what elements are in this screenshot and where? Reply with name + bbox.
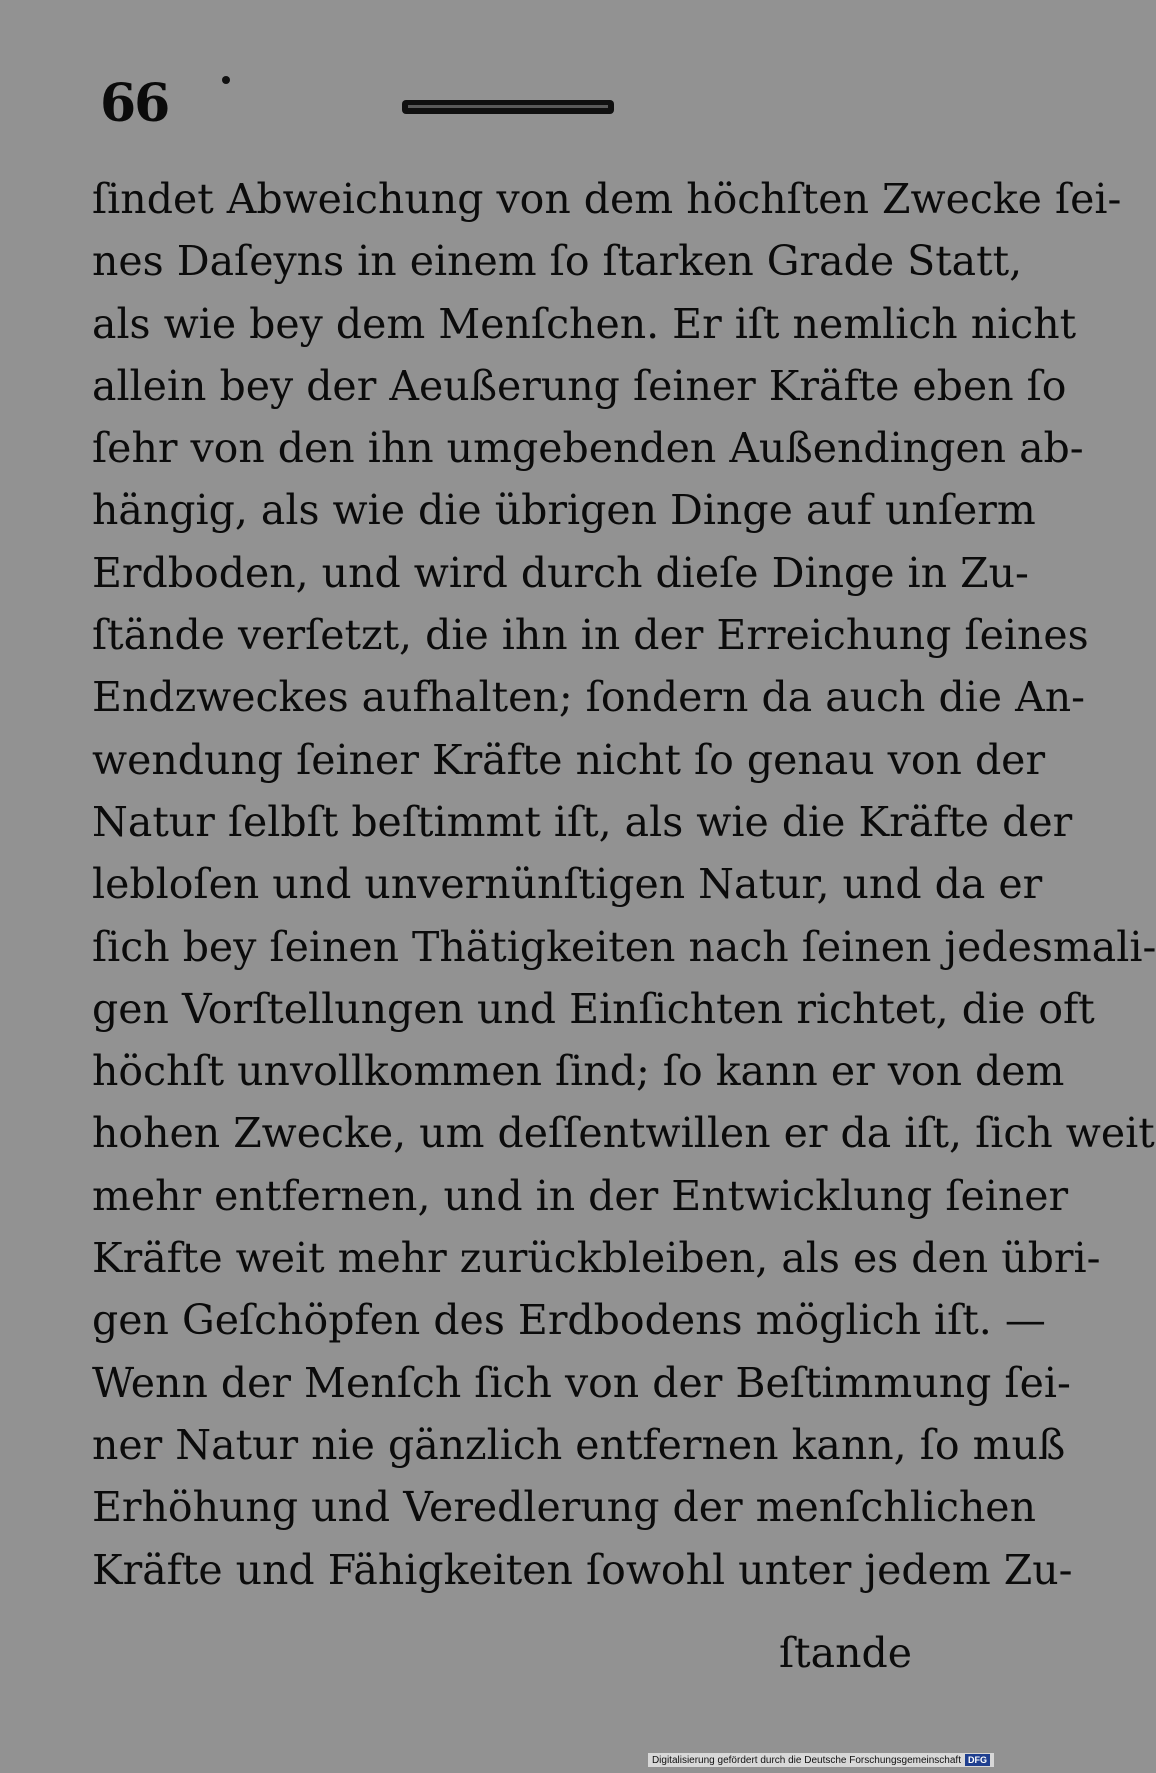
header-rule: [402, 100, 614, 114]
text-line: Endzweckes aufhalten; ſondern da auch die An-: [92, 673, 1085, 722]
dfg-logo: DFG: [965, 1754, 990, 1766]
text-line: Kräfte und Fähigkeiten ſowohl unter jedem Zu-: [92, 1545, 1073, 1594]
text-line: ſindet Abweichung von dem höchſten Zwecke ſei-: [92, 175, 1122, 223]
text-line: Erhöhung und Veredlerung der menſchlichen: [92, 1483, 1036, 1532]
text-line: allein bey der Aeußerung ſeiner Kräfte eben ſo: [92, 361, 1067, 410]
text-line: als wie bey dem Menſchen. Er iſt nemlich nicht: [92, 299, 1077, 348]
text-line: ſich bey ſeinen Thätigkeiten nach ſeinen jedesmali-: [92, 922, 1156, 971]
text-line: hohen Zwecke, um deſſentwillen er da iſt, ſich weit: [92, 1109, 1155, 1158]
catchword: ſtande: [778, 1629, 912, 1677]
text-line: Wenn der Menſch ſich von der Beſtimmung ſei-: [92, 1358, 1071, 1407]
text-line: gen Vorſtellungen und Einſichten richtet, die oft: [92, 984, 1095, 1033]
text-line: hängig, als wie die übrigen Dinge auf unſerm: [92, 486, 1036, 535]
digitization-credit: [648, 1753, 994, 1767]
text-line: ſtände verſetzt, die ihn in der Erreichung ſeines: [92, 611, 1089, 660]
text-line: nes Daſeyns in einem ſo ſtarken Grade Statt,: [92, 237, 1023, 286]
credit-text: Digitalisierung gefördert durch die Deutsche Forschungsgemeinschaft: [651, 1754, 961, 1766]
text-line: Erdboden, und wird durch dieſe Dinge in Zu-: [92, 548, 1029, 597]
header-rule-inner: [408, 105, 608, 108]
text-line: Kräfte weit mehr zurückbleiben, als es den übri-: [92, 1234, 1101, 1283]
ink-dot: [222, 76, 230, 84]
text-line: ſehr von den ihn umgebenden Außendingen ab-: [92, 424, 1084, 473]
text-line: höchſt unvollkommen ſind; ſo kann er von dem: [92, 1047, 1065, 1096]
text-line: mehr entfernen, und in der Entwicklung ſeiner: [92, 1171, 1069, 1220]
body-text: [92, 168, 1156, 1601]
text-line: lebloſen und unvernünſtigen Natur, und da er: [92, 860, 1043, 909]
text-line: gen Geſchöpfen des Erdbodens möglich iſt. —: [92, 1296, 1046, 1345]
page-number: 66: [100, 73, 169, 134]
text-line: Natur ſelbſt beſtimmt iſt, als wie die Kräfte der: [92, 797, 1073, 846]
text-line: wendung ſeiner Kräfte nicht ſo genau von der: [92, 735, 1046, 784]
text-line: ner Natur nie gänzlich entfernen kann, ſo muß: [92, 1420, 1066, 1469]
